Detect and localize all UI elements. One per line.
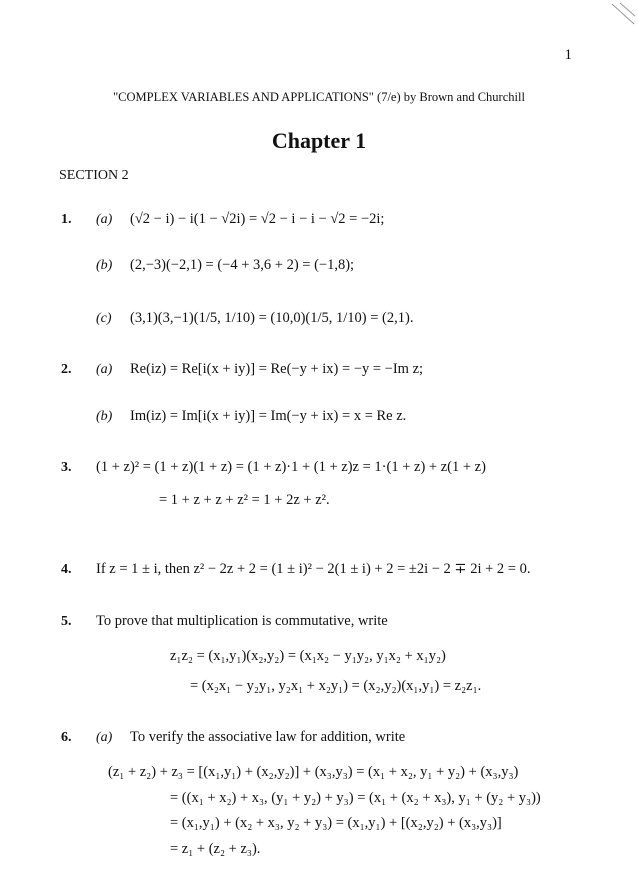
problem-line: (3,1)(3,−1)(1/5, 1/10) = (10,0)(1/5, 1/10) = (2,1). [130, 310, 414, 326]
problem-line: (√2 − i) − i(1 − √2i) = √2 − i − i − √2 = −2i; [130, 211, 385, 227]
problem-line: z₁z₂ = (x₁,y₁)(x₂,y₂) = (x₁x₂ − y₁y₂, y₁x₂ + x₁y₂) [170, 648, 446, 664]
problem-line: = z₁ + (z₂ + z₃). [170, 841, 261, 857]
problem-line: (2,−3)(−2,1) = (−4 + 3,6 + 2) = (−1,8); [130, 257, 355, 273]
problem-number: 2. [61, 362, 72, 377]
problem-line: = (x₂x₁ − y₂y₁, y₂x₁ + x₂y₁) = (x₂,y₂)(x₁,y₁) = z₂z₁. [190, 678, 482, 694]
problem-part: (a) [96, 212, 113, 227]
problem-line: To verify the associative law for addition, write [130, 729, 406, 745]
page-corner-mark [610, 2, 636, 28]
problem-part: (b) [96, 258, 113, 273]
chapter-title: Chapter 1 [271, 128, 367, 153]
problem-line: (z₁ + z₂) + z₃ = [(x₁,y₁) + (x₂,y₂)] + (x₃,y₃) = (x₁ + x₂, y₁ + y₂) + (x₃,y₃) [108, 764, 519, 780]
problem-line: = ((x₁ + x₂) + x₃, (y₁ + y₂) + y₃) = (x₁ + (x₂ + x₃), y₁ + (y₂ + y₃)) [170, 790, 541, 806]
problem-line: If z = 1 ± i, then z² − 2z + 2 = (1 ± i)² − 2(1 ± i) + 2 = ±2i − 2 ∓ 2i + 2 = 0. [96, 561, 531, 577]
problem-line: Im(iz) = Im[i(x + iy)] = Im(−y + ix) = x = Re z. [130, 408, 407, 424]
problem-line: = (x₁,y₁) + (x₂ + x₃, y₂ + y₃) = (x₁,y₁) + [(x₂,y₂) + (x₃,y₃)] [170, 815, 502, 831]
problem-line: Re(iz) = Re[i(x + iy)] = Re(−y + ix) = −y = −Im z; [130, 361, 424, 377]
problem-number: 5. [61, 614, 72, 629]
running-header: "COMPLEX VARIABLES AND APPLICATIONS" (7/e) by Brown and Churchill [113, 90, 525, 104]
problem-number: 3. [61, 460, 72, 475]
problem-number: 6. [61, 730, 72, 745]
problem-line: = 1 + z + z + z² = 1 + 2z + z². [159, 492, 330, 508]
problem-part: (b) [96, 409, 113, 424]
problem-part: (c) [96, 311, 112, 326]
problem-line: (1 + z)² = (1 + z)(1 + z) = (1 + z)·1 + (1 + z)z = 1·(1 + z) + z(1 + z) [96, 459, 486, 475]
problem-line: To prove that multiplication is commutative, write [96, 613, 388, 629]
problem-part: (a) [96, 730, 113, 745]
section-label: SECTION 2 [59, 168, 129, 183]
page-number: 1 [564, 47, 572, 63]
problem-number: 4. [61, 562, 72, 577]
problem-part: (a) [96, 362, 113, 377]
problem-number: 1. [61, 212, 72, 227]
